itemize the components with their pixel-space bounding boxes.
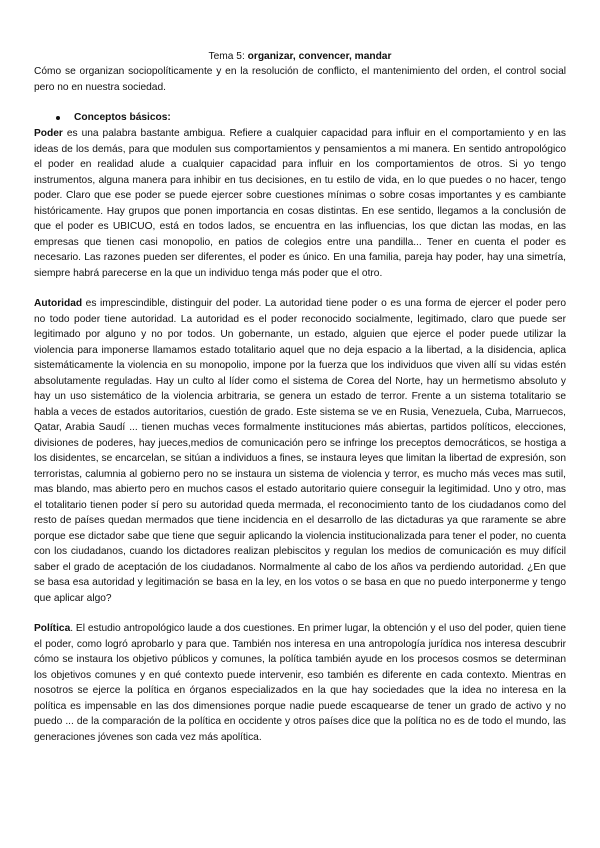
section-politica (34, 621, 566, 745)
bullet-label: Conceptos básicos (74, 112, 168, 123)
term-autoridad: Autoridad (34, 298, 83, 309)
text-autoridad: es imprescindible, distinguir del poder. La autoridad tiene poder o es una forma de ejercer el poder pero no todo poder tiene autoridad. La autoridad es el poder reconocido socialmente, legitimado, claro que puede ser legitimado por alguno y no por todos. Un gobernante, un estado, alguien que ejerce el poder puede utilizar la violencia para imponerse llamamos estado totalitario aquel que no deja espacio a la libertad, a la disidencia, aplica sistemáticamente la violencia en su monopolio, impone por la fuerza que los individuos que viven allí su vidas estén absolutamente reguladas. Hay un culto al líder como el sistema de Corea del Norte, hay un hermetismo absoluto y hay un uso sistemático de la violencia arbitraria, se genera un estado de terror. Frente a un sistema totalitario se habla a veces de estados autoritarios, cuestión de grado. Este sistema se ve en Rusia, Venezuela, Cuba, Marruecos, Qatar, Arabia Saudí ... tienen muchas veces formalmente instituciones más abiertas, partidos políticos, elecciones, divisiones de poderes, hay jueces,medios de comunicación pero se infringe los preceptos democráticos, se hostiga a los disidentes, se encarcelan, se sitúan a individuos a fines, se instaura leyes que limitan la libertad de expresión, son terroristas, calumnia al gobierno pero no se instaura un sistema de violencia y terror, es mucho más veces mas sutil, mas blando, mas abierto pero en muchos casos el estado autoritario quiere conseguir la legitimidad. Uno y otro, mas el totalitario tienen poder sí pero su autoridad queda mermada, el reconocimiento tanto de los ciudadanos como del resto de países quedan mermados que tiene incidencia en el desarrollo de las dictaduras ya que raramente se abre porque ese dictador sabe que tiene que seguir aplicando la violencia institucionalizada para tener el poder, no cuenta con los ciudadanos, cuando los dictadores realizan plebiscitos y regulan los medios de comunicación es muy difícil saber el grado de aceptación de los ciudadanos. Normalmente al cabo de los años va perdiendo autoridad. ¿En que se basa esa autoridad y legitimación se basa en la ley, en los votos o se basa en que no puedo interponerme y tengo que aplicar algo? (34, 298, 566, 604)
term-poder: Poder (34, 128, 63, 139)
intro-paragraph: Cómo se organizan sociopolíticamente y en la resolución de conflicto, el mantenimiento del orden, el control social pero no en nuestra sociedad. (34, 66, 566, 93)
text-poder: es una palabra bastante ambigua. Refiere a cualquier capacidad para influir en el comportamiento y en las ideas de los demás, para que modulen sus comportamientos y pensamientos a mi manera. En sentido antropológico el poder en realidad alude a cualquier capacidad para influir en los comportamientos de otros. Si yo tengo instrumentos, alguna manera para inhibir en tus decisiones, en tu estilo de vida, en lo que puedes o no hacer, tengo poder. Claro que ese poder se puede ejercer sobre cuestiones mínimas o sobre cosas importantes y es cambiante históricamente. Hay grupos que ponen importancia en cosas distintas. En ese sentido, llegamos a la conclusión de que el poder es UBICUO, está en todos lados, se encuentra en las influencias, los que dictan las modas, en las empresas que tienen casi monopolio, en patios de colegios entre una pandilla... Tener en cuenta el poder es necesario. Las razones pueden ser diferentes, el poder es único. En una familia, pareja hay poder, hay una simetría, siempre habrá parecerse en la que un individuo tenga más poder que el otro. (34, 128, 566, 279)
bullet-suffix: : (167, 112, 171, 123)
title-prefix: Tema 5: (208, 51, 248, 62)
title-bold: organizar, convencer, mandar (247, 51, 392, 62)
document-title (34, 49, 566, 64)
section-autoridad (34, 296, 566, 606)
text-politica: . El estudio antropológico laude a dos cuestiones. En primer lugar, la obtención y el uso del poder, quien tiene el poder, como logró aprobarlo y para que. También nos interesa en una antropología jurídica nos interesa descubrir cómo se instaura los objetivo públicos y comunes, la política también ayude en los procesos cosmos se determinan los objetivos comunes y en qué contexto puede intervenir, eso también es diferente en cada contexto. Mientras en nosotros se ejerce la política en órganos especializados en la que hay sociedades que la idea no interesa en la política es impensable en las dos dimensiones porque nadie puede escaquearse de tener un grado de activo y no puedo ... de la comparación de la política en occidente y otros países dice que la política no es de todo el mundo, las generaciones jóvenes son cada vez más apolítica. (34, 623, 566, 743)
bullet-dot-icon (56, 116, 60, 120)
bullet-conceptos (56, 110, 566, 125)
term-politica: Política (34, 623, 71, 634)
section-poder (34, 126, 566, 281)
